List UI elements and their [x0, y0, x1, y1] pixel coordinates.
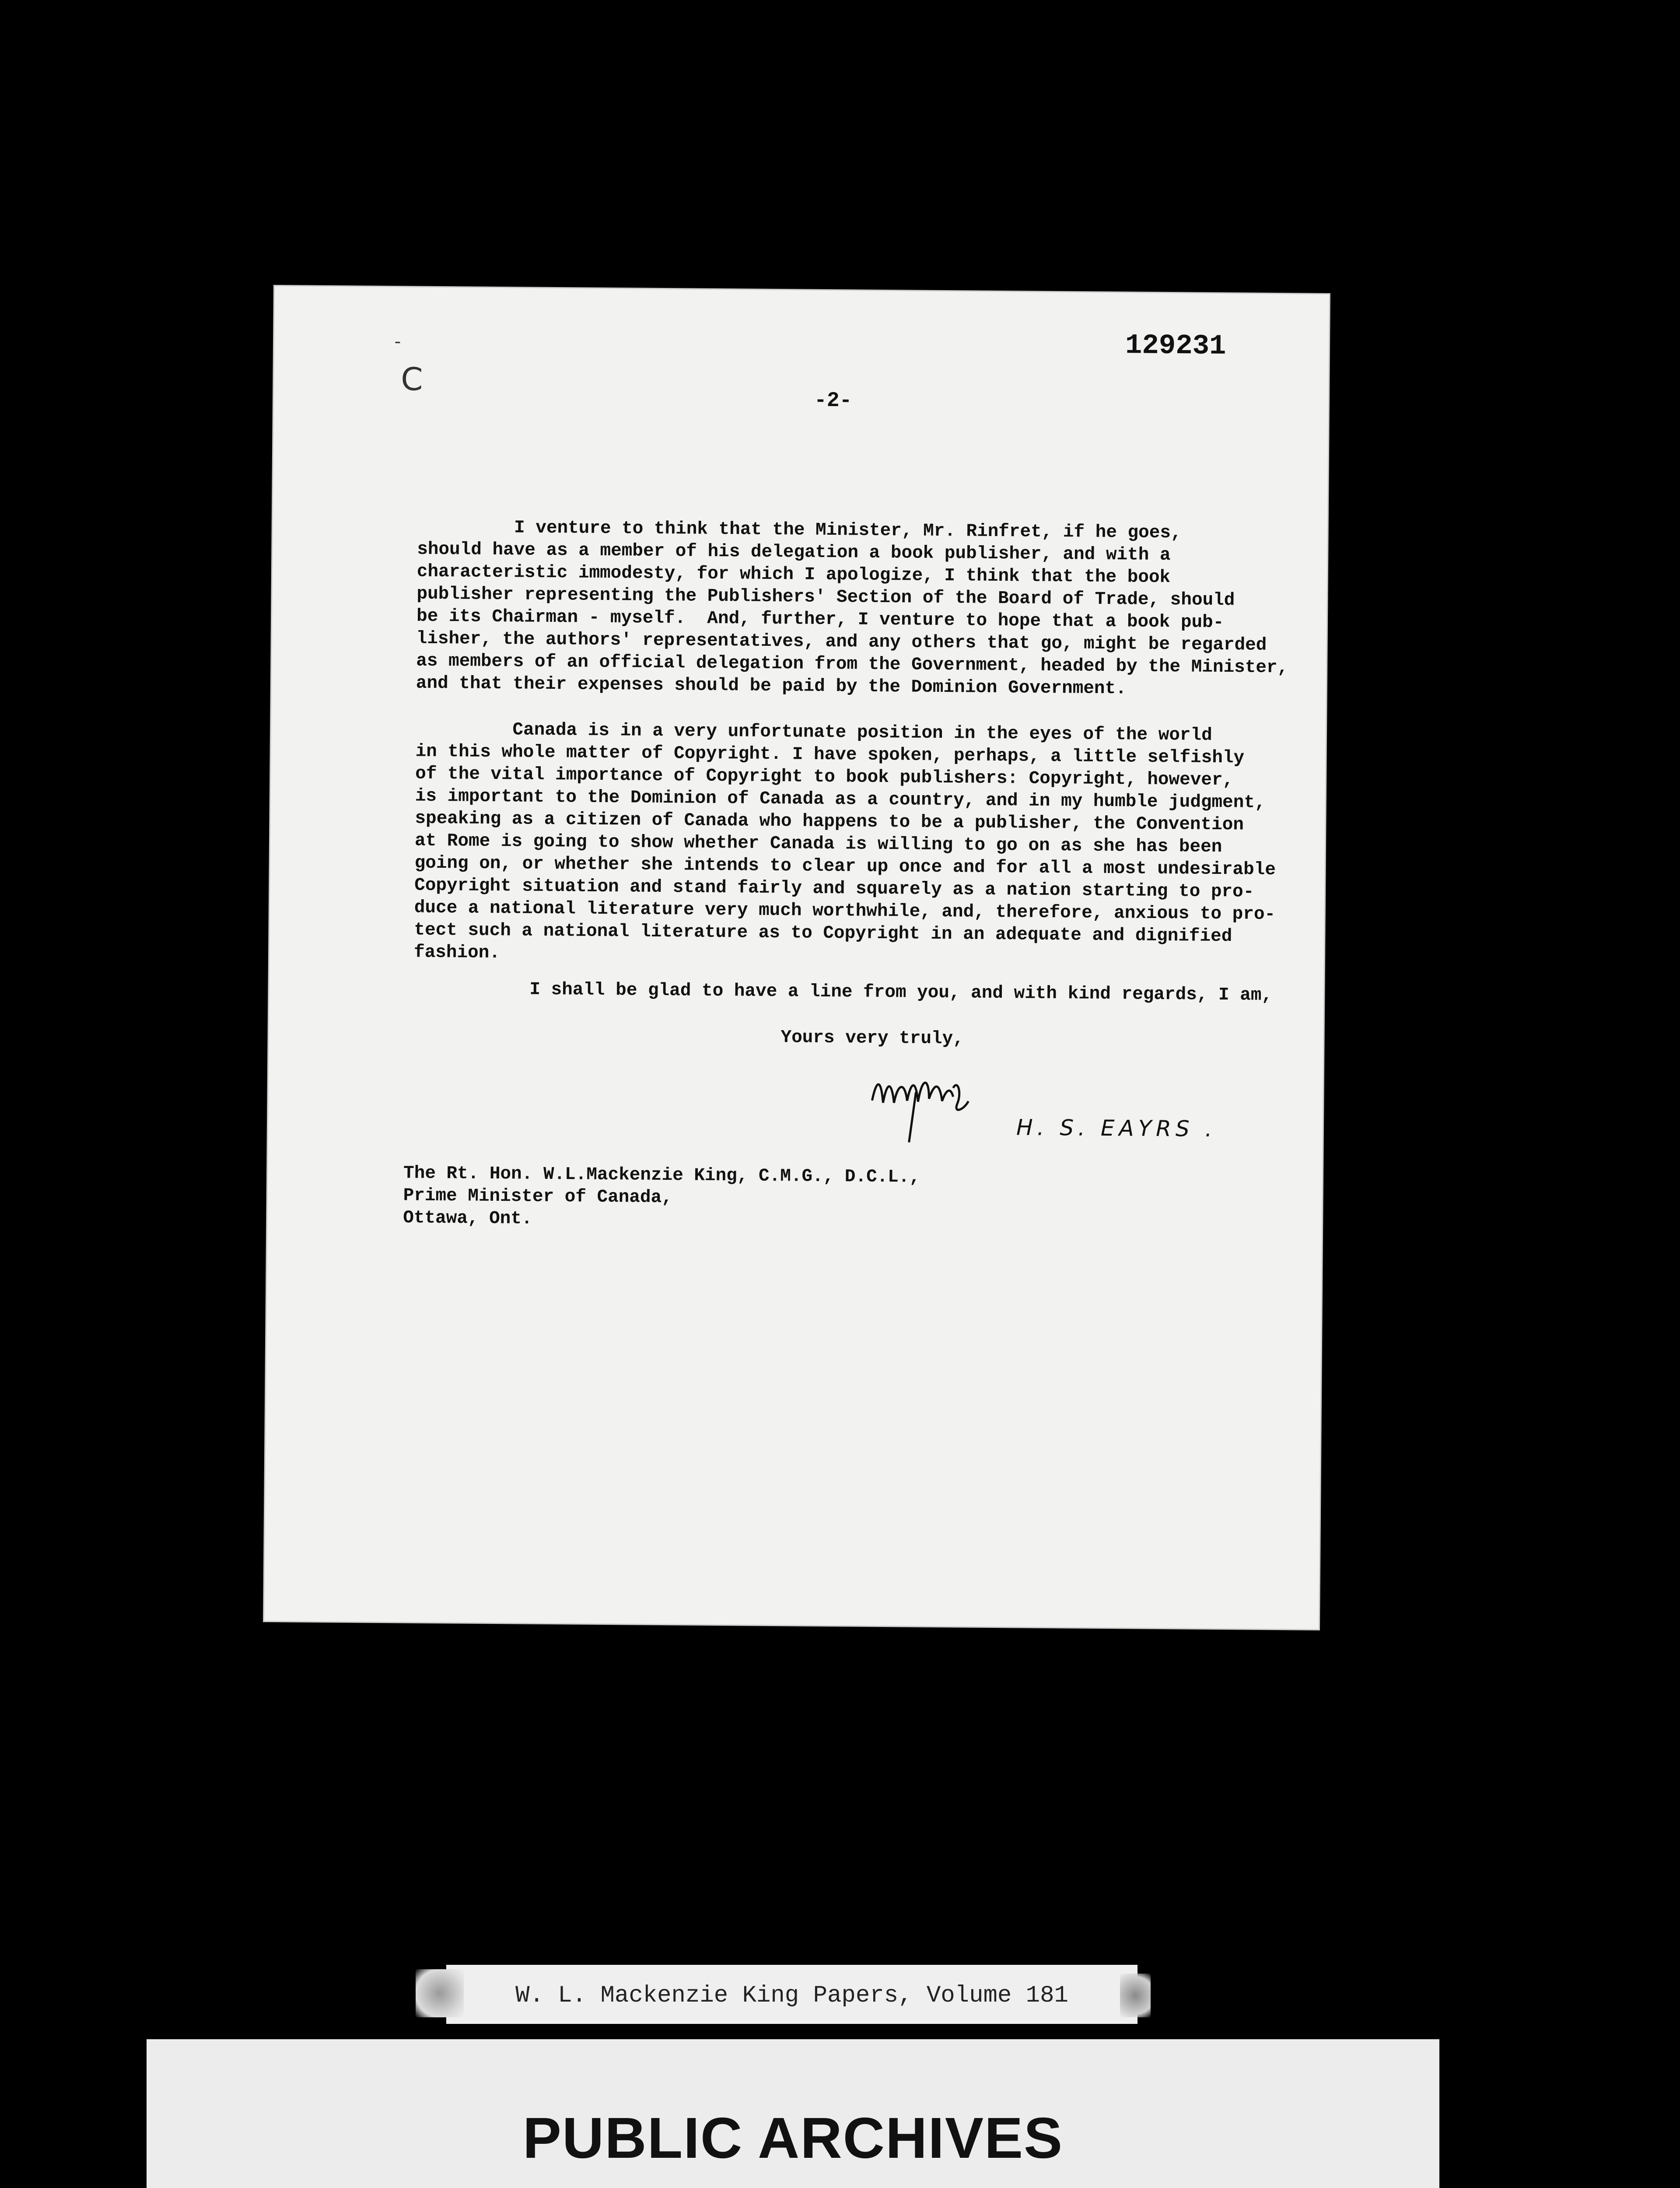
archive-stamp-card: [147, 2039, 1439, 2188]
addressee-line: Ottawa, Ont.: [403, 1208, 532, 1229]
addressee-block: [403, 1162, 920, 1233]
page-number: -2-: [814, 389, 852, 413]
archive-title-en: PUBLIC ARCHIVES: [522, 2106, 1064, 2170]
text-line: Canada is in a very unfortunate position in the eyes of the world: [415, 719, 1212, 746]
text-line: I venture to think that the Minister, Mr. Rinfret, if he goes,: [417, 517, 1182, 543]
text-line: be its Chairman - myself. And, further, I venture to hope that a book pub-: [416, 606, 1224, 633]
text-line: going on, or whether she intends to clear up once and for all a most undesirable: [414, 853, 1276, 880]
text-line: as members of an official delegation from the Government, headed by the Minister,: [416, 651, 1288, 678]
signature-name: H. S. EAYRS .: [1016, 1115, 1217, 1142]
addressee-line: Prime Minister of Canada,: [403, 1185, 672, 1208]
addressee-line: The Rt. Hon. W.L.Mackenzie King, C.M.G., D.C.L.,: [403, 1163, 920, 1188]
text-line: is important to the Dominion of Canada as a country, and in my humble judgment,: [415, 786, 1266, 813]
letter-page: [264, 286, 1329, 1629]
text-line: of the vital importance of Copyright to book publishers: Copyright, however,: [415, 764, 1234, 791]
text-line: lisher, the authors' representatives, and any others that go, might be regarded: [416, 628, 1267, 656]
text-line: Copyright situation and stand fairly and squarely as a nation starting to pro-: [414, 875, 1254, 902]
text-line: duce a national literature very much worthwhile, and, therefore, anxious to pro-: [414, 898, 1276, 925]
paragraph-delegation: [416, 516, 1292, 702]
text-line: at Rome is going to show whether Canada is willing to go on as she has been: [414, 831, 1222, 858]
closing-line: I shall be glad to have a line from you, and with kind regards, I am,: [529, 979, 1273, 1006]
valediction: Yours very truly,: [780, 1027, 964, 1049]
document-number: 129231: [1125, 330, 1226, 363]
text-line: tect such a national literature as to Copyright in an adequate and dignified: [414, 920, 1232, 947]
collection-reference-label: [446, 1965, 1138, 2024]
text-line: should have as a member of his delegation a book publisher, and with a: [417, 539, 1171, 566]
text-line: characteristic immodesty, for which I apologize, I think that the book: [416, 561, 1171, 588]
text-line: speaking as a citizen of Canada who happens to be a publisher, the Convention: [415, 808, 1244, 835]
text-line: in this whole matter of Copyright. I have spoken, perhaps, a little selfishly: [415, 741, 1245, 768]
text-line: and that their expenses should be paid by the Dominion Government.: [416, 673, 1127, 699]
paragraph-copyright: [414, 719, 1291, 971]
text-line: fashion.: [413, 942, 500, 964]
punch-hole-icon: C: [401, 361, 423, 398]
reference-text: W. L. Mackenzie King Papers, Volume 181: [515, 1982, 1068, 2009]
text-line: publisher representing the Publishers' Section of the Board of Trade, should: [416, 584, 1235, 611]
page-mark: -: [392, 333, 403, 353]
